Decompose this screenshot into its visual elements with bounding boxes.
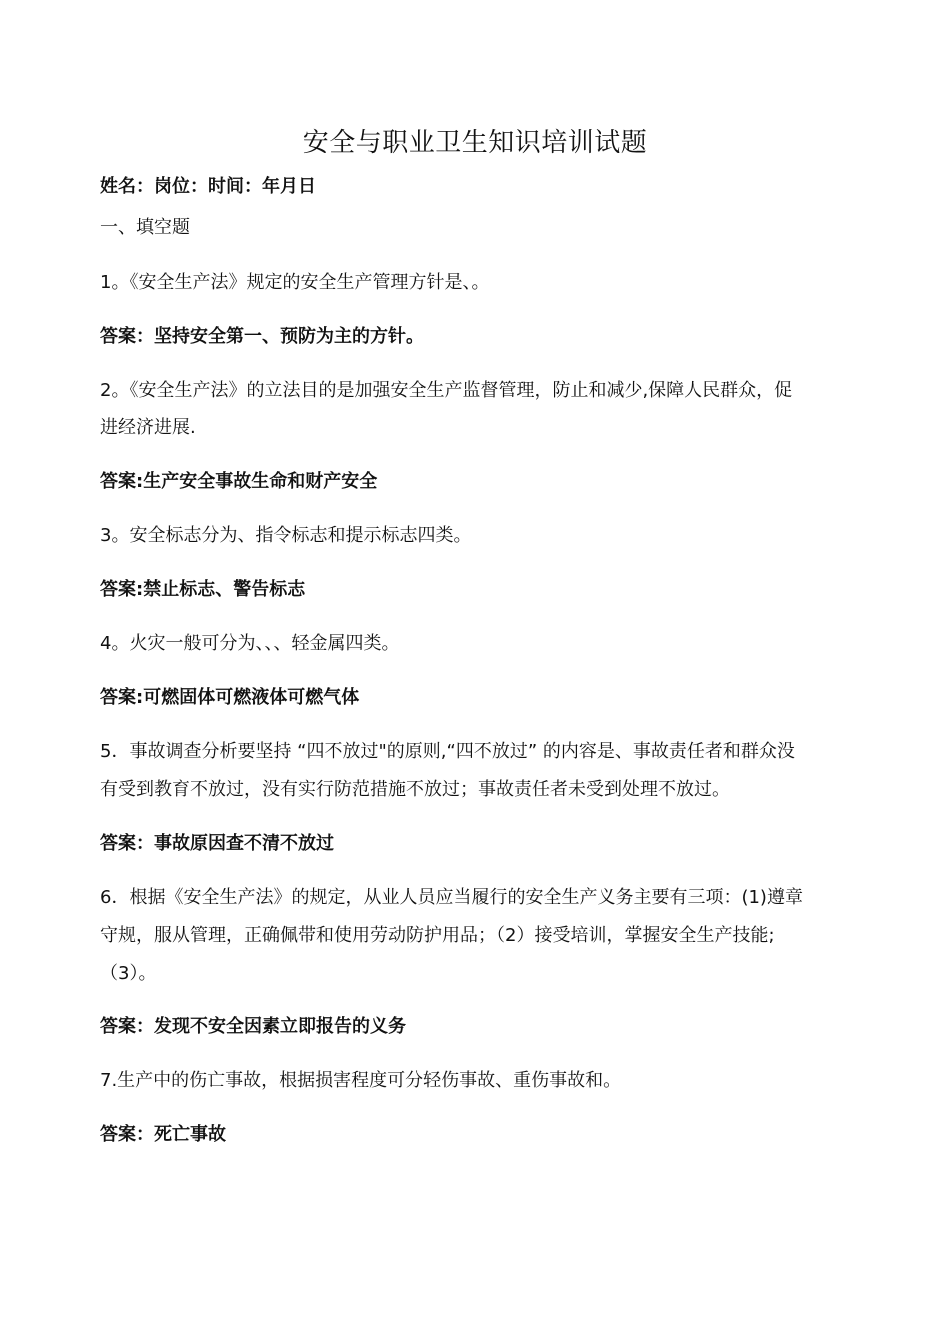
question-2-line-2: 进经济进展. — [100, 417, 196, 438]
document-title: 安全与职业卫生知识培训试题 — [302, 128, 648, 158]
question-5-line-2: 有受到教育不放过，没有实行防范措施不放过；事故责任者未受到处理不放过。 — [100, 779, 730, 800]
question-6-line-2: 守规，服从管理，正确佩带和使用劳动防护用品；（2）接受培训，掌握安全生产技能; — [100, 925, 775, 946]
answer-5: 答案：事故原因查不清不放过 — [100, 833, 334, 854]
answer-4: 答案:可燃固体可燃液体可燃气体 — [100, 687, 360, 708]
header-fields: 姓名：岗位：时间：年月日 — [100, 176, 316, 197]
question-7-line-1: 7.生产中的伤亡事故，根据损害程度可分轻伤事故、重伤事故和。 — [100, 1070, 622, 1091]
section-title: 一、填空题 — [100, 217, 190, 238]
question-6-line-3: （3）。 — [100, 963, 157, 984]
answer-2: 答案:生产安全事故生命和财产安全 — [100, 471, 378, 492]
answer-7: 答案：死亡事故 — [100, 1124, 226, 1145]
answer-6: 答案：发现不安全因素立即报告的义务 — [100, 1016, 406, 1037]
question-4-line-1: 4。火灾一般可分为、、、轻金属四类。 — [100, 633, 400, 654]
answer-3: 答案:禁止标志、警告标志 — [100, 579, 306, 600]
question-6-line-1: 6．根据《安全生产法》的规定，从业人员应当履行的安全生产义务主要有三项：(1)遵章 — [100, 887, 803, 908]
question-2-line-1: 2。《安全生产法》的立法目的是加强安全生产监督管理，防止和减少,保障人民群众，促 — [100, 380, 793, 401]
answer-1: 答案：坚持安全第一、预防为主的方针。 — [100, 326, 424, 347]
question-3-line-1: 3。安全标志分为、指令标志和提示标志四类。 — [100, 525, 472, 546]
question-1-line-1: 1。《安全生产法》规定的安全生产管理方针是、。 — [100, 272, 490, 293]
question-5-line-1: 5．事故调查分析要坚持 “四不放过"的原则,“四不放过” 的内容是、事故责任者和群众没 — [100, 741, 795, 762]
